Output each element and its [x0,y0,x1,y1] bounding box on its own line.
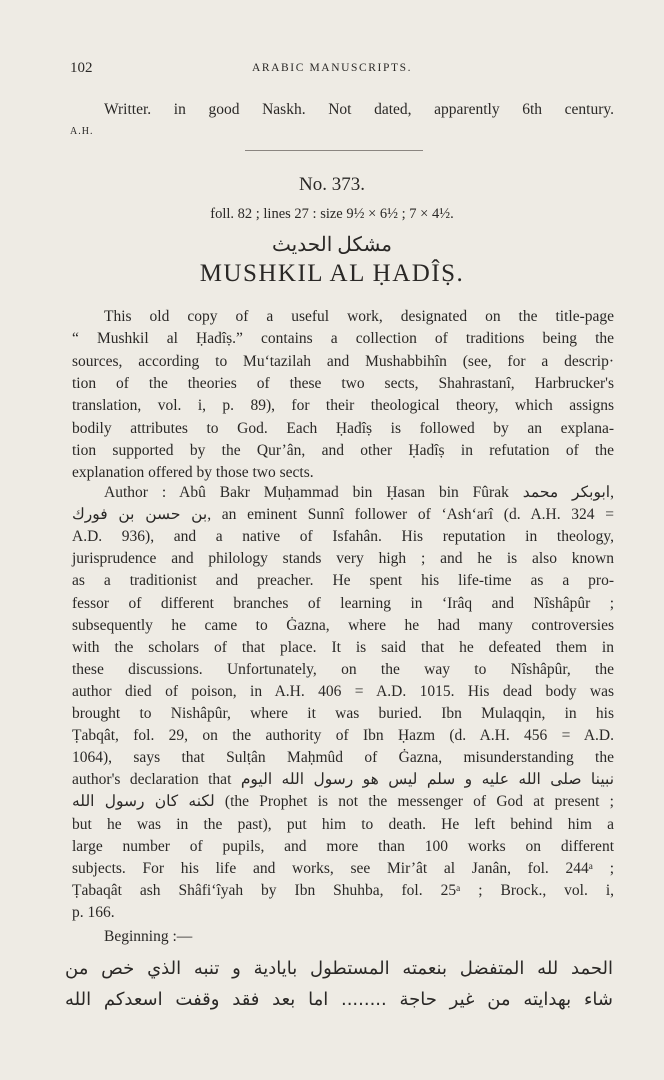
text-line: large number of pupils, and more than 100 works on different [72,837,614,855]
text-line: fessor of different branches of learning in ‘Irâq and Nîshâpûr ; [72,594,614,612]
text-line: A.D. 936), and a native of Isfahân. His reputation in theology, [72,528,614,546]
text-line: author died of poison, in A.H. 406 = A.D. 1015. His dead body was [72,682,614,700]
section-divider [245,150,423,151]
text-line: “ Mushkil al Ḥadîṣ.” contains a collection of traditions being the [72,330,614,348]
text-line: jurisprudence and philology stands very high ; and he is also known [72,550,614,568]
text-line: translation, vol. i, p. 89), for their theological theory, which assigns [72,397,614,415]
text-line: لكنه كان رسول الله (the Prophet is not the messenger of God at present ; [72,793,614,811]
text-line: This old copy of a useful work, designated on the title-page [104,308,614,325]
text-line: subsequently he came to Ġazna, where he had many controversies [72,616,614,634]
previous-entry-line: Writter. in good Naskh. Not dated, apparently 6th century. [104,101,614,118]
text-line: these discussions. Unfortunately, on the way to Nîshâpûr, the [72,660,614,678]
text-line: sources, according to Mu‘tazilah and Mushabbihîn (see, for a descrip· [72,352,614,370]
text-line: بن حسن بن فورك, an eminent Sunnî follower of ‘Ash‘arî (d. A.H. 324 = [72,506,614,524]
running-title: ARABIC MANUSCRIPTS. [251,62,413,74]
page-number: 102 [70,60,93,76]
beginning-arabic-line: شاء بهدايته من غير حاجة ........ اما بعد فقد وقفت اسعدكم الله [65,989,613,1010]
text-line: tion supported by the Qur’ân, and other Ḥadîṣ in refutation of the [72,441,614,459]
text-line: explanation offered by those two sects. [72,464,314,482]
entry-collation: foll. 82 ; lines 27 : size 9½ × 6½ ; 7 × 4½. [210,206,454,222]
text-line: subjects. For his life and works, see Mir’ât al Janân, fol. 244ᵃ ; [72,859,614,877]
text-line: as a traditionist and preacher. He spent his life-time as a pro- [72,572,614,590]
text-line: but he was in the past), put him to death. He left behind him a [72,815,614,833]
text-line: brought to Nishâpûr, where it was buried. Ibn Mulaqqin, in his [72,705,614,722]
text-line: with the scholars of that place. It is said that he defeated them in [72,638,614,656]
text-line: bodily attributes to God. Each Ḥadîṣ is followed by an explana- [72,419,614,437]
text-line: tion of the theories of these two sects, Shahrastanî, Harbrucker's [72,374,614,392]
beginning-label: Beginning :— [104,928,193,945]
beginning-arabic-line: الحمد لله المتفضل بنعمته المستطول بايادية و تنبه الذي خص من [65,958,613,979]
text-line: 1064), says that Sulṭân Maḥmûd of Ġazna, misunderstanding the [72,749,614,767]
entry-number: No. 373. [299,174,365,195]
text-line: Ṭabqât, fol. 29, on the authority of Ibn Ḥazm (d. A.H. 456 = A.D. [72,727,614,745]
text-line: author's declaration that نبينا صلى الله عليه و سلم ليس هو رسول الله اليوم [72,771,615,789]
text-line: Ṭabaqât ash Shâfi‘îyah by Ibn Shuhba, fol. 25ᵃ ; Brock., vol. i, [72,881,614,899]
text-line: p. 166. [72,903,115,921]
entry-title: MUSHKIL AL ḤADÎṢ. [199,260,465,287]
text-line: Author : Abû Bakr Muḥammad bin Ḥasan bin Fûrak ابوبكر محمد, [104,484,614,501]
entry-arabic-title: مشكل الحديث [271,234,392,256]
previous-entry-continuation: A.H. [70,126,94,137]
